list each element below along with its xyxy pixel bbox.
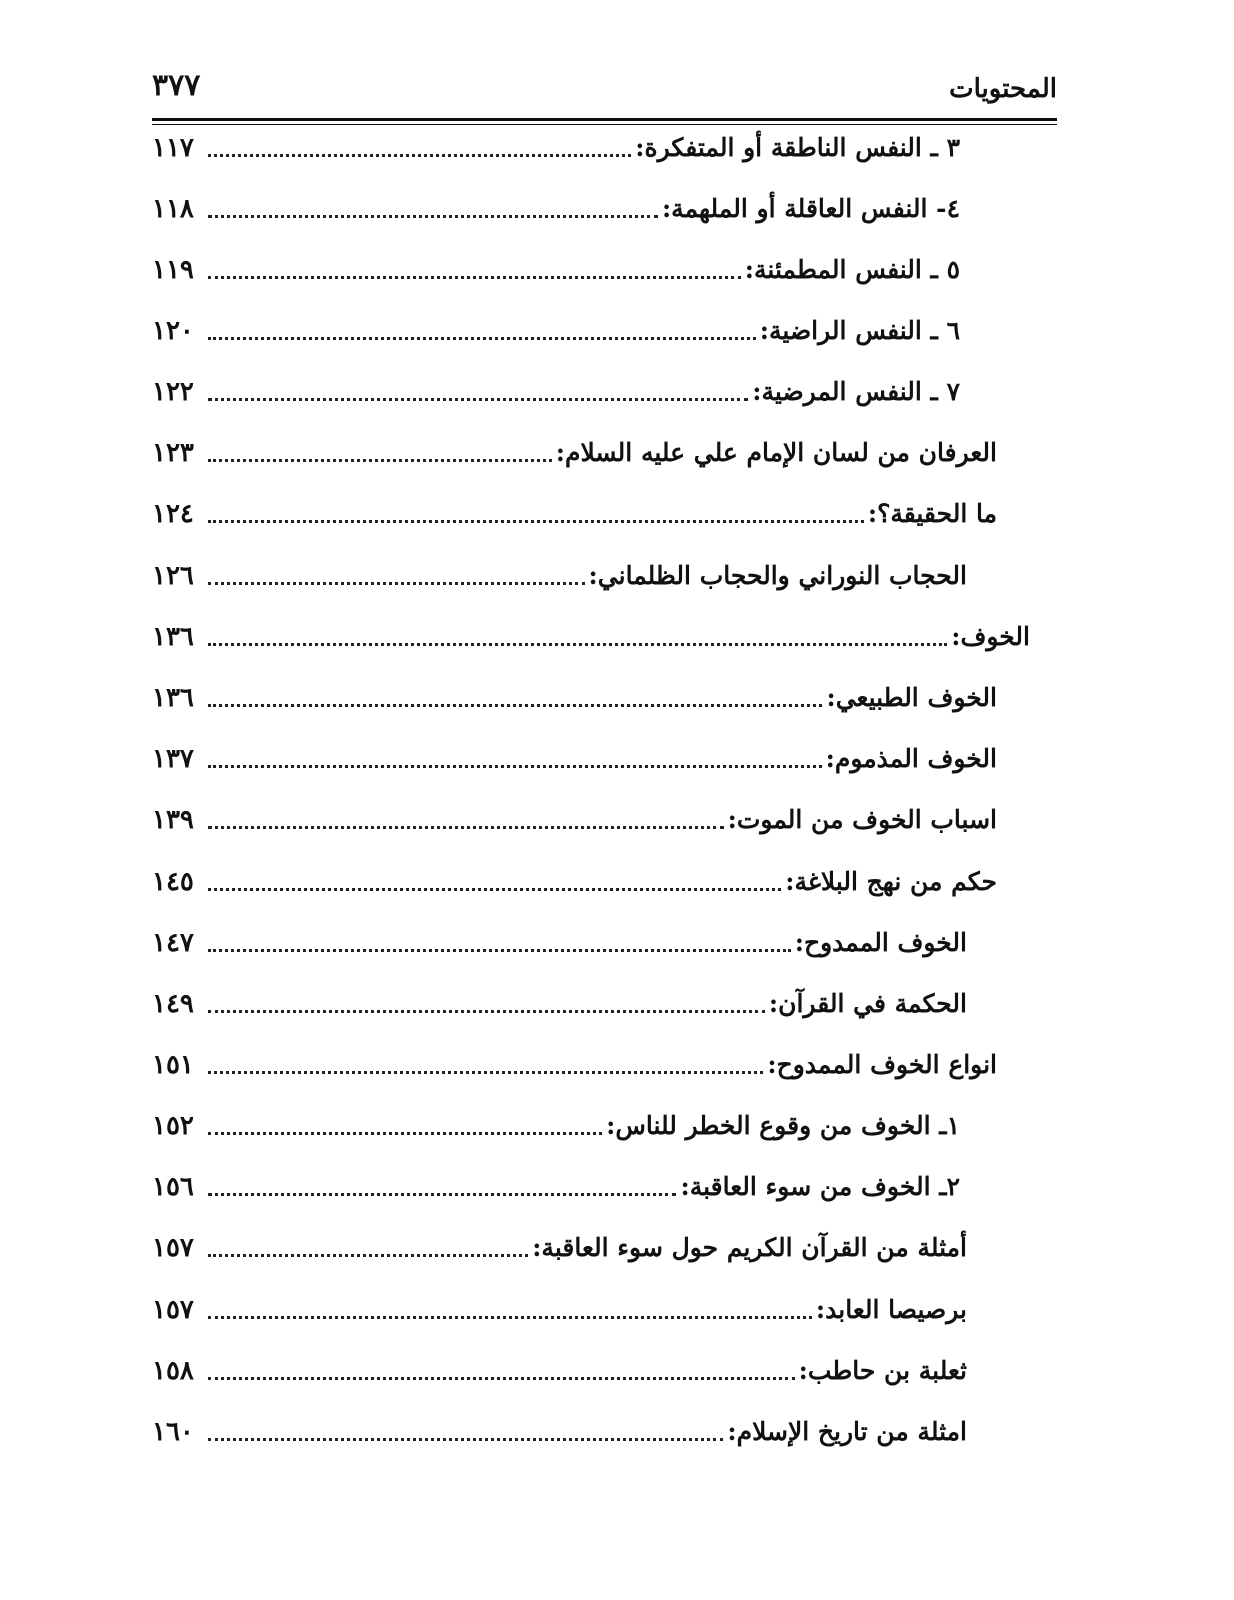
page-number: ٣٧٧ [152,68,201,103]
toc-entry-title: الخوف: [951,622,1030,651]
toc-entry[interactable] [152,984,967,1024]
toc-entry-title: ١ـ الخوف من وقوع الخطر للناس: [606,1111,960,1140]
toc-leader-dots [208,1132,602,1135]
toc-entry-title: أمثلة من القرآن الكريم حول سوء العاقبة: [532,1233,967,1262]
toc-entry-title: ثعلبة بن حاطب: [798,1356,967,1385]
toc-entry[interactable] [152,494,997,534]
toc-entry-title: برصيصا العابد: [815,1295,967,1324]
toc-entry[interactable] [152,1412,967,1452]
toc-entry-title: العرفان من لسان الإمام علي عليه السلام: [555,438,997,467]
toc-entry-title: ٦ ـ النفس الراضية: [759,316,960,345]
toc-entry-page: ١١٧ [152,133,194,163]
toc-entry-title: الخوف الطبيعي: [826,683,997,712]
toc-entry-page: ١٥٢ [152,1111,194,1141]
toc-leader-dots [208,888,781,891]
toc-entry[interactable] [152,128,960,168]
toc-leader-dots [208,1377,795,1380]
toc-entry-page: ١٤٩ [152,989,194,1019]
toc-entry-title: الحجاب النوراني والحجاب الظلماني: [588,561,967,590]
toc-entry-page: ١٤٧ [152,928,194,958]
toc-entry-title: الحكمة في القرآن: [768,989,967,1018]
toc-leader-dots [208,826,724,829]
toc-entry-title: الخوف الممدوح: [794,928,967,957]
toc-entry[interactable] [152,617,1030,657]
toc-entry-title: ٣ ـ النفس الناطقة أو المتفكرة: [635,133,960,162]
toc-entry-page: ١٥٧ [152,1295,194,1325]
toc-entry-title: اسباب الخوف من الموت: [727,805,997,834]
toc-leader-dots [208,337,756,340]
toc-entry[interactable] [152,189,960,229]
toc-entry[interactable] [152,433,997,473]
toc-entry[interactable] [152,1106,960,1146]
toc-entry[interactable] [152,1290,967,1330]
toc-entry-title: ٤- النفس العاقلة أو الملهمة: [661,194,960,223]
toc-entry-page: ١٣٦ [152,683,194,713]
toc-entry[interactable] [152,1228,967,1268]
toc-leader-dots [208,1316,812,1319]
toc-leader-dots [208,520,864,523]
toc-leader-dots [208,704,822,707]
toc-entry-title: ٥ ـ النفس المطمئنة: [744,255,960,284]
toc-entry[interactable] [152,678,997,718]
toc-entry-title: انواع الخوف الممدوح: [767,1050,997,1079]
toc-leader-dots [208,1193,676,1196]
toc-entry-title: ٢ـ الخوف من سوء العاقبة: [680,1172,960,1201]
toc-entry-page: ١٣٧ [152,744,194,774]
toc-entry-page: ١٤٥ [152,867,194,897]
toc-leader-dots [208,215,658,218]
toc-entry-page: ١٣٦ [152,622,194,652]
toc-entry-title: ٧ ـ النفس المرضية: [752,377,960,406]
toc-entry[interactable] [152,311,960,351]
page-title: المحتويات [949,74,1057,104]
toc-leader-dots [208,398,748,401]
toc-entry-page: ١٢٤ [152,499,194,529]
toc-entry[interactable] [152,372,960,412]
toc-leader-dots [208,1010,765,1013]
toc-entry[interactable] [152,800,997,840]
toc-entry-page: ١٥٧ [152,1233,194,1263]
toc-entry-title: الخوف المذموم: [825,744,997,773]
toc-leader-dots [208,1254,528,1257]
toc-entry[interactable] [152,556,967,596]
toc-entry-page: ١٢٠ [152,316,194,346]
toc-leader-dots [208,276,741,279]
toc-entry-page: ١١٨ [152,194,194,224]
toc-leader-dots [208,582,585,585]
toc-leader-dots [208,1438,723,1441]
toc-entry[interactable] [152,1351,967,1391]
toc-entry-page: ١٥٦ [152,1172,194,1202]
toc-leader-dots [208,459,552,462]
toc-entry-page: ١٥١ [152,1050,194,1080]
toc-leader-dots [208,765,822,768]
toc-entry[interactable] [152,862,997,902]
toc-entry[interactable] [152,923,967,963]
toc-entry-page: ١٢٢ [152,377,194,407]
toc-leader-dots [208,949,791,952]
toc-entry-page: ١٢٣ [152,438,194,468]
toc-entry-page: ١٦٠ [152,1417,194,1447]
toc-leader-dots [208,1071,763,1074]
toc-entry-page: ١٥٨ [152,1356,194,1386]
toc-entry[interactable] [152,1045,997,1085]
toc-entry-title: حكم من نهج البلاغة: [785,867,997,896]
toc-entry-title: ما الحقيقة؟: [867,499,997,528]
toc-entry-page: ١١٩ [152,255,194,285]
toc-entry[interactable] [152,250,960,290]
toc-leader-dots [208,643,947,646]
toc-entry-page: ١٣٩ [152,805,194,835]
toc-entry-title: امثلة من تاريخ الإسلام: [727,1417,967,1446]
toc-entry[interactable] [152,739,997,779]
toc-leader-dots [208,154,631,157]
toc-entry[interactable] [152,1167,960,1207]
toc-entry-page: ١٢٦ [152,561,194,591]
